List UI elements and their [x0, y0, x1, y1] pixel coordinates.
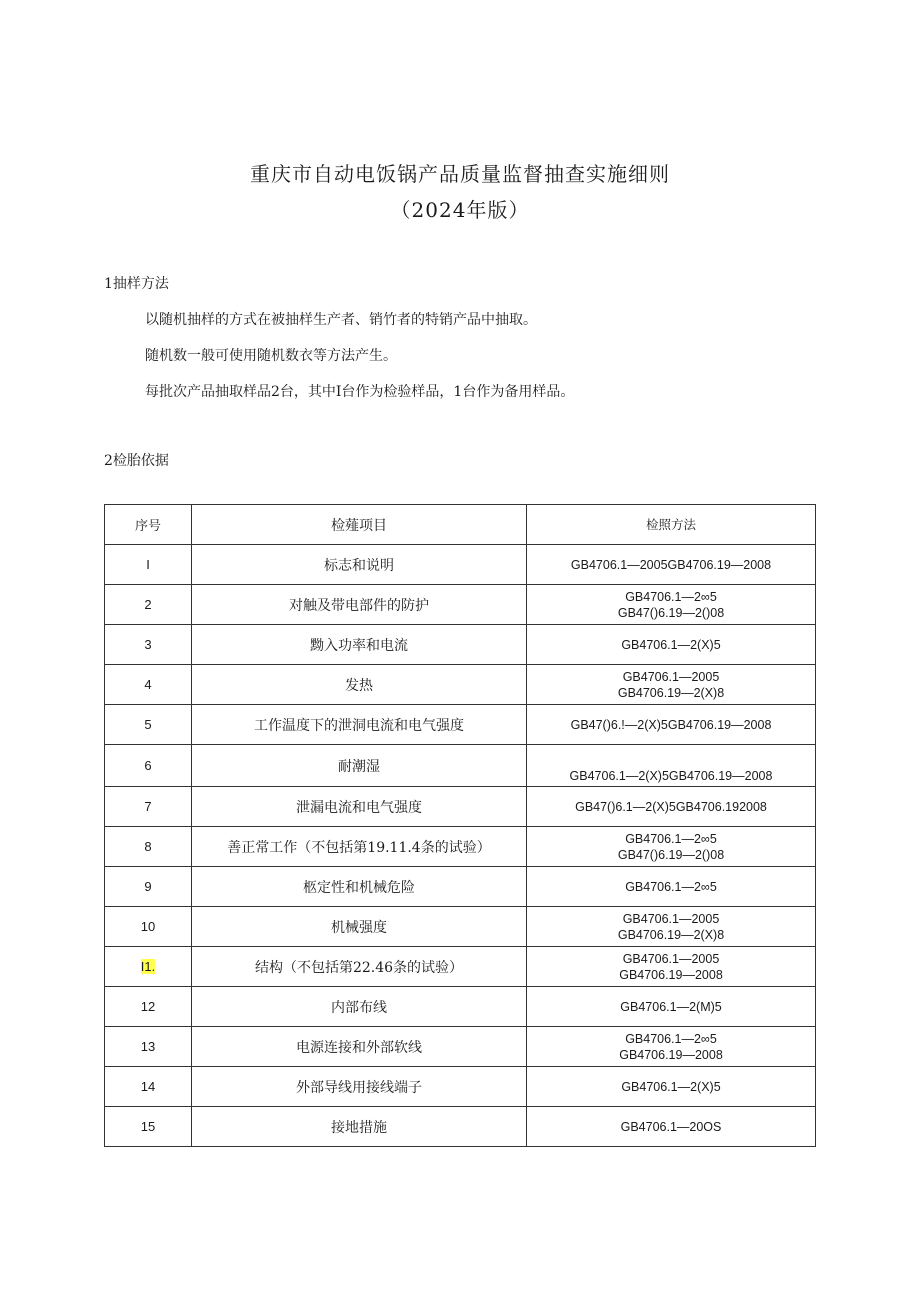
- row-item: 外部导线用接线端子: [192, 1067, 527, 1107]
- row-method: [527, 585, 816, 625]
- row-item: 标志和说明: [192, 545, 527, 585]
- row-number: [105, 947, 192, 987]
- inspection-table: [104, 504, 816, 1147]
- method-line: GB4706.1—2(X)5GB4706.19—2008: [569, 769, 773, 783]
- method-line: GB4706.1—2(X)5: [621, 637, 721, 652]
- table-row: [105, 585, 816, 625]
- row-method: [527, 625, 816, 665]
- row-number-text: 10: [140, 919, 156, 934]
- table-row: [105, 625, 816, 665]
- table-row: [105, 1027, 816, 1067]
- row-item: 内部布线: [192, 987, 527, 1027]
- method-line: GB47()6.1—2(X)5GB4706.192008: [575, 799, 767, 814]
- row-number-text: 15: [140, 1119, 156, 1134]
- table-header-row: [105, 505, 816, 545]
- row-number-text: 6: [144, 758, 152, 773]
- method-line: GB4706.19—2(X)8: [617, 927, 725, 942]
- method-line: GB4706.1—2(X)5: [621, 1079, 721, 1094]
- table-row: [105, 1107, 816, 1147]
- row-item: 接地措施: [192, 1107, 527, 1147]
- row-number-text: 2: [144, 597, 152, 612]
- row-number: [105, 585, 192, 625]
- row-item: 发热: [192, 665, 527, 705]
- row-item: 电源连接和外部软线: [192, 1027, 527, 1067]
- row-number: [105, 787, 192, 827]
- table-row: [105, 745, 816, 787]
- row-item: 善正常工作（不包括第19.11.4条的试验）: [192, 827, 527, 867]
- method-line: GB4706.19—2008: [619, 1047, 723, 1062]
- row-item: 结构（不包括第22.46条的试验）: [192, 947, 527, 987]
- row-number-text: I1.: [140, 959, 156, 974]
- method-line: GB4706.1—2005GB4706.19—2008: [570, 557, 772, 572]
- method-line: GB4706.1—2005: [622, 951, 720, 966]
- row-number-text: 5: [144, 717, 152, 732]
- table-row: [105, 987, 816, 1027]
- row-method: [527, 1107, 816, 1147]
- row-number-text: 8: [144, 839, 152, 854]
- section2-heading: 2检胎依据: [104, 453, 169, 469]
- row-number-text: 14: [140, 1079, 156, 1094]
- table-row: [105, 1067, 816, 1107]
- row-item: 柩定性和机械危险: [192, 867, 527, 907]
- method-line: GB47()6.19—2()08: [617, 847, 725, 862]
- row-method: [527, 1027, 816, 1067]
- row-item: 耐潮湿: [192, 745, 527, 787]
- method-line: GB4706.19—2008: [619, 967, 723, 982]
- method-line: GB4706.1—2∞5: [625, 879, 717, 894]
- row-number-text: 4: [144, 677, 152, 692]
- row-item: 泄漏电流和电气强度: [192, 787, 527, 827]
- page-subtitle: （2024年版）: [390, 198, 530, 222]
- row-method: [527, 545, 816, 585]
- row-number-text: 12: [140, 999, 156, 1014]
- header-no: 序号: [105, 505, 192, 545]
- header-item: 检薤项目: [192, 505, 527, 545]
- table-row: [105, 947, 816, 987]
- row-number: [105, 867, 192, 907]
- row-method: [527, 705, 816, 745]
- row-method: [527, 787, 816, 827]
- row-item: 工作温度下的泄洞电流和电气强度: [192, 705, 527, 745]
- row-method: [527, 987, 816, 1027]
- row-number: [105, 907, 192, 947]
- section1-heading: 1抽样方法: [104, 276, 169, 292]
- method-line: GB4706.1—2∞5: [625, 589, 717, 604]
- row-item: 对触及带电部件的防护: [192, 585, 527, 625]
- row-item: 机械强度: [192, 907, 527, 947]
- row-method: [527, 1067, 816, 1107]
- method-line: GB4706.1—20OS: [620, 1119, 722, 1134]
- row-number: [105, 625, 192, 665]
- table-row: [105, 545, 816, 585]
- row-number-text: 7: [144, 799, 152, 814]
- method-line: GB47()6.19—2()08: [617, 605, 725, 620]
- row-number: [105, 1067, 192, 1107]
- table-row: [105, 827, 816, 867]
- row-number-text: 9: [144, 879, 152, 894]
- method-line: GB47()6.!—2(X)5GB4706.19—2008: [570, 717, 772, 732]
- method-line: GB4706.1—2005: [622, 669, 720, 684]
- method-line: GB4706.19—2(X)8: [617, 685, 725, 700]
- row-method: [527, 947, 816, 987]
- row-method: [527, 907, 816, 947]
- table-row: [105, 705, 816, 745]
- header-method: 检照方法: [527, 505, 816, 545]
- row-method: [527, 665, 816, 705]
- row-number-text: 13: [140, 1039, 156, 1054]
- method-line: GB4706.1—2∞5: [625, 1031, 717, 1046]
- row-number-text: I: [146, 557, 150, 572]
- table-row: [105, 665, 816, 705]
- method-line: GB4706.1—2005: [622, 911, 720, 926]
- table-row: [105, 867, 816, 907]
- row-number: [105, 1107, 192, 1147]
- row-item: 黝入功率和电流: [192, 625, 527, 665]
- table-row: [105, 787, 816, 827]
- method-line: GB4706.1—2∞5: [625, 831, 717, 846]
- row-method: [527, 867, 816, 907]
- table-row: [105, 907, 816, 947]
- method-line: GB4706.1—2(M)5: [620, 999, 722, 1014]
- section1-paragraph: 以随机抽样的方式在被抽样生产者、销竹者的特销产品中抽取。: [145, 312, 537, 328]
- row-number: [105, 745, 192, 787]
- section1-paragraph: 每批次产品抽取样品2台，其中I台作为检验样品，1台作为备用样品。: [145, 384, 575, 400]
- row-method: [527, 827, 816, 867]
- row-method: [527, 745, 816, 787]
- section1-paragraph: 随机数一般可使用随机数衣等方法产生。: [145, 348, 397, 364]
- page-title: 重庆市自动电饭锅产品质量监督抽查实施细则: [250, 162, 670, 186]
- row-number-text: 3: [144, 637, 152, 652]
- row-number: [105, 1027, 192, 1067]
- row-number: [105, 827, 192, 867]
- row-number: [105, 987, 192, 1027]
- row-number: [105, 665, 192, 705]
- row-number: [105, 545, 192, 585]
- row-number: [105, 705, 192, 745]
